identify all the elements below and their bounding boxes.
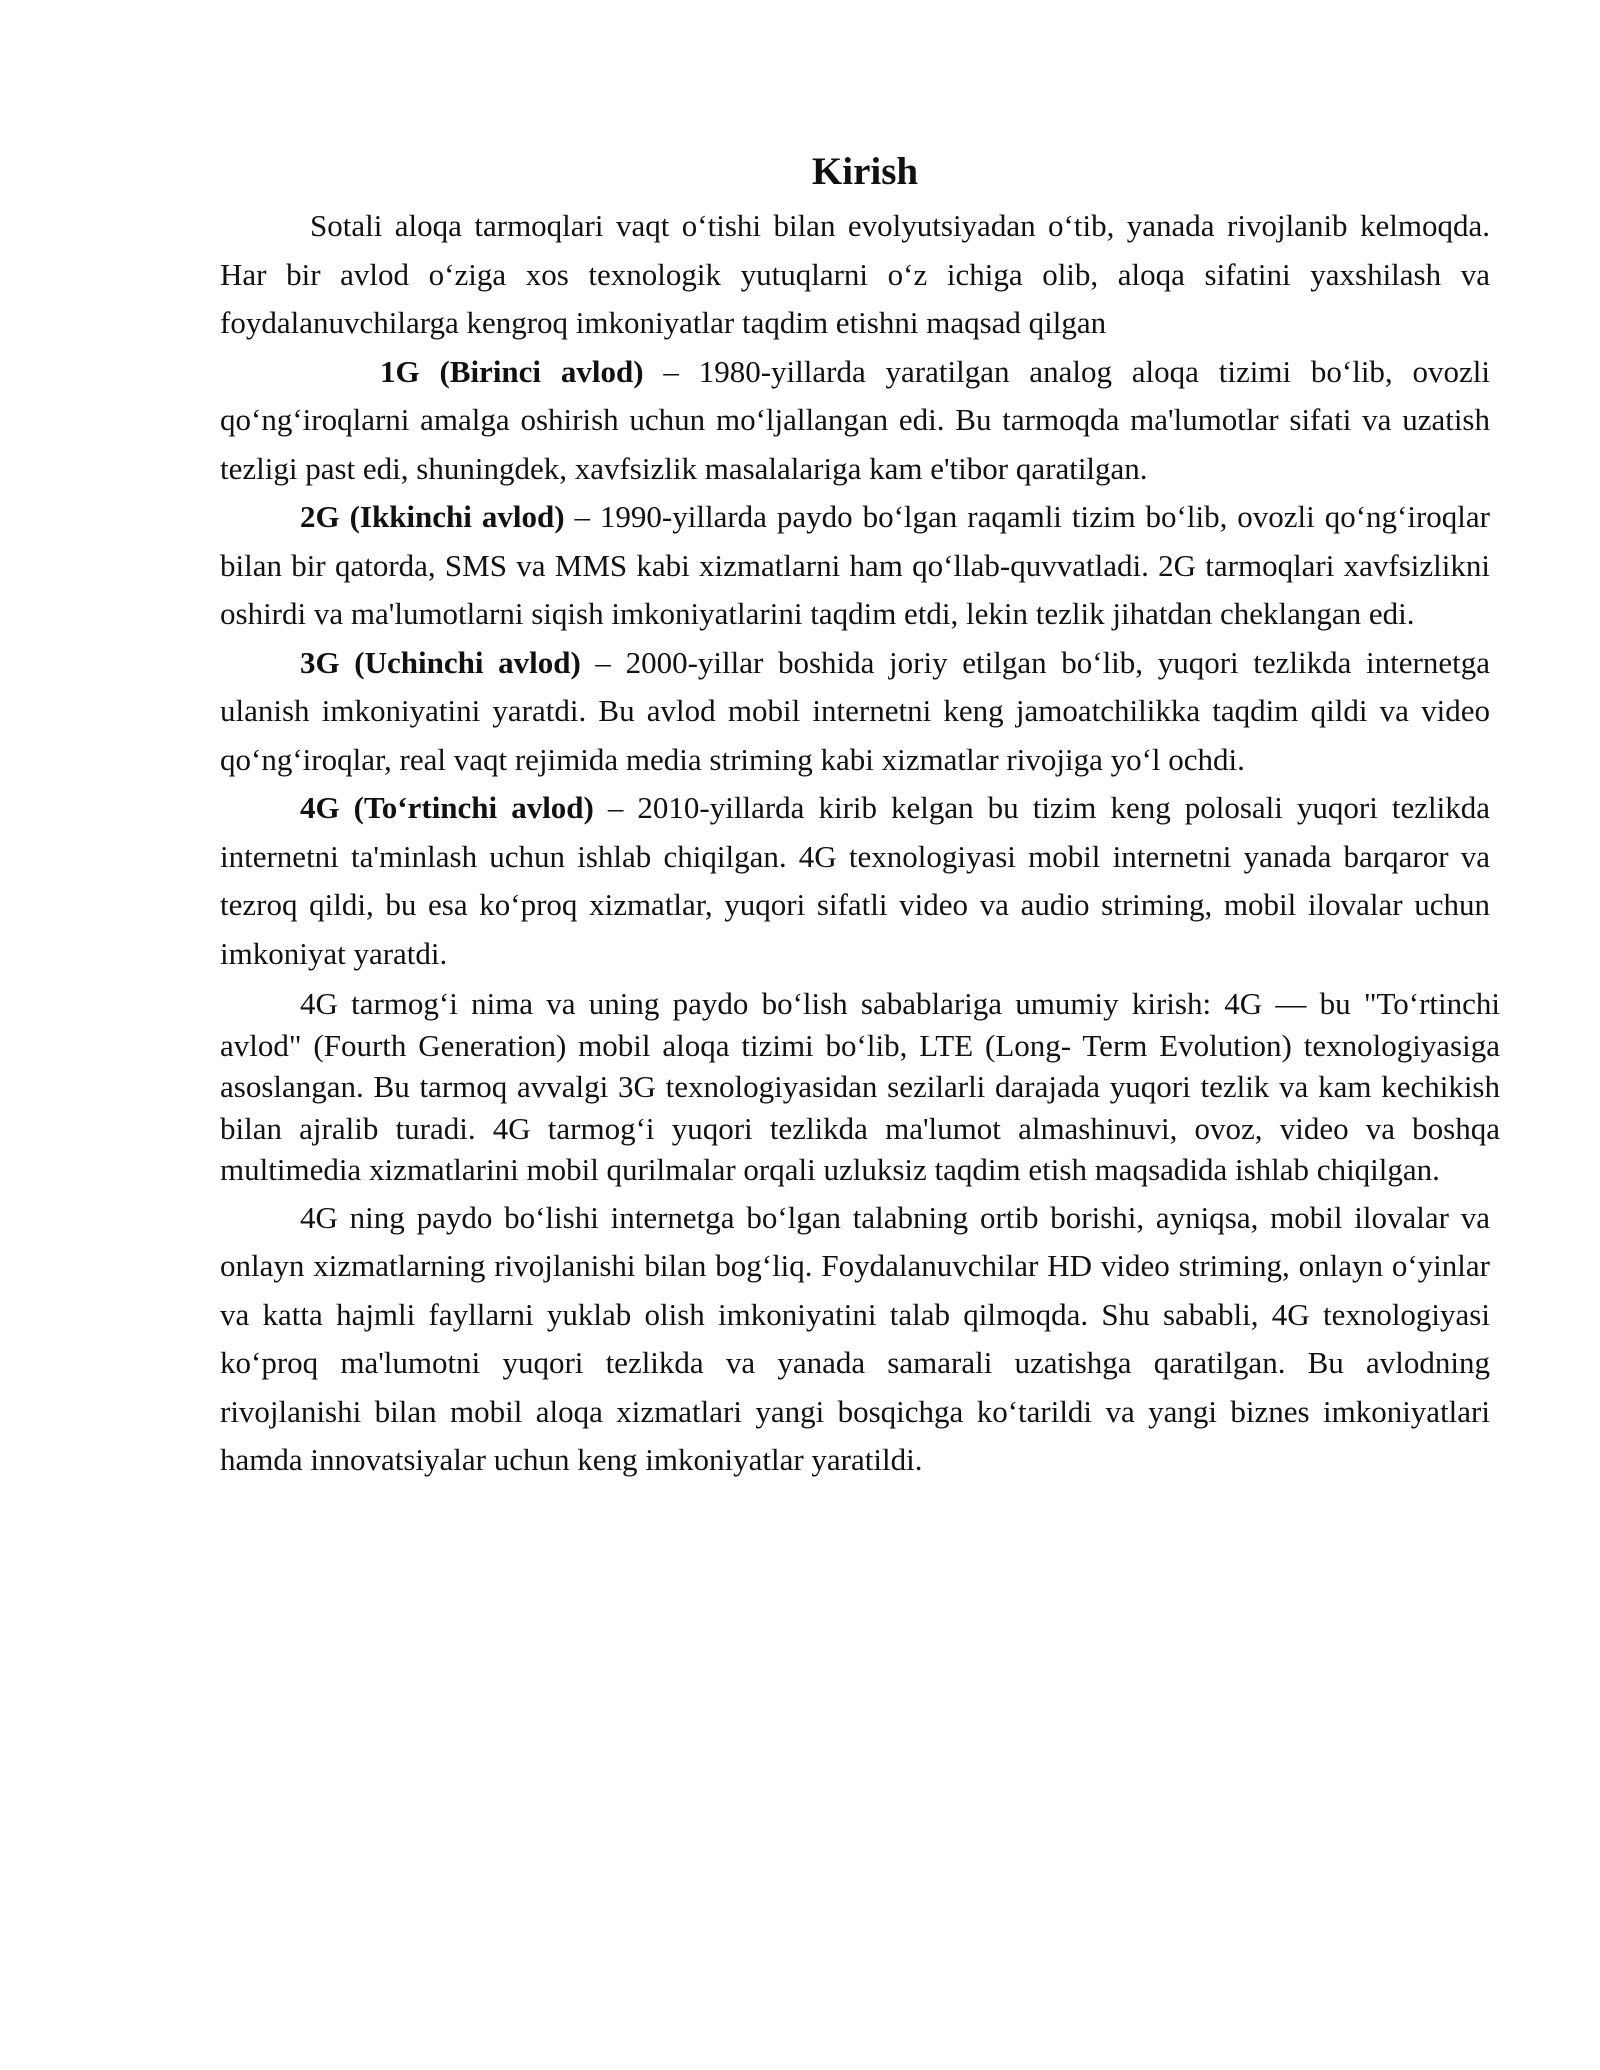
document-page [220,148,1500,1485]
gen1-term: 1G (Birinci avlod) [380,353,644,389]
gen2-text: – 1990-yillarda paydo bo‘lgan raqamli tizim bo‘lib, ovozli qo‘ng‘iroqlar bilan bir qatorda, SMS va MMS kabi xizmatlarni ham qo‘llab-quvvatladi. 2G tarmoqlari xavfsizlikni oshirdi va ma'lumotlarni siqish imkoniyatlarini taqdim etdi, lekin tezlik jihatdan cheklangan edi. [220,499,1490,631]
gen4-paragraph [220,784,1490,978]
gen1-text: – 1980-yillarda yaratilgan analog aloqa tizimi bo‘lib, ovozli qo‘ng‘iroqlarni amalga oshirish uchun mo‘ljallangan edi. Bu tarmoqda ma'lumotlar sifati va uzatish tezligi past edi, shuningdek, xavfsizlik masalalariga kam e'tibor qaratilgan. [220,353,1490,486]
4g-intro-paragraph: 4G tarmog‘i nima va uning paydo bo‘lish sabablariga umumiy kirish: 4G — bu "To‘rtinchi avlod" (Fourth Generation) mobil aloqa tizimi bo‘lib, LTE (Long- Term Evolution) texnologiyasiga asoslangan. Bu tarmoq avvalgi 3G texnologiyasidan sezilarli darajada yuqori tezlik va kam kechikish bilan ajralib turadi. 4G tarmog‘i yuqori tezlikda ma'lumot almashinuvi, ovoz, video va boshqa multimedia xizmatlarini mobil qurilmalar orqali uzluksiz taqdim etish maqsadida ishlab chiqilgan. [220,986,1500,1187]
intro-paragraph: Sotali aloqa tarmoqlari vaqt o‘tishi bilan evolyutsiyadan o‘tib, yanada rivojlanib kelmoqda. Har bir avlod o‘ziga xos texnologik yutuqlarni o‘z ichiga olib, aloqa sifatini yaxshilash va foydalanuvchilarga kengroq imkoniyatlar taqdim etishni maqsad qilgan [220,208,1490,340]
gen3-text: – 2000-yillar boshida joriy etilgan bo‘lib, yuqori tezlikda internetga ulanish imkoniyatini yaratdi. Bu avlod mobil internetni keng jamoatchilikka taqdim qildi va video qo‘ng‘iroqlar, real vaqt rejimida media striming kabi xizmatlar rivojiga yo‘l ochdi. [220,644,1490,777]
4g-reasons-paragraph: 4G ning paydo bo‘lishi internetga bo‘lgan talabning ortib borishi, ayniqsa, mobil ilovalar va onlayn xizmatlarning rivojlanishi bilan bog‘liq. Foydalanuvchilar HD video striming, onlayn o‘yinlar va katta hajmli fayllarni yuklab olish imkoniyatini talab qilmoqda. Shu sababli, 4G texnologiyasi ko‘proq ma'lumotni yuqori tezlikda va yanada samarali uzatishga qaratilgan. Bu avlodning rivojlanishi bilan mobil aloqa xizmatlari yangi bosqichga ko‘tarildi va yangi biznes imkoniyatlari hamda innovatsiyalar uchun keng imkoniyatlar yaratildi. [220,1199,1490,1477]
gen3-term: 3G (Uchinchi avlod) [300,644,581,680]
page-title: Kirish [811,150,919,193]
gen4-text: – 2010-yillarda kirib kelgan bu tizim keng polosali yuqori tezlikda internetni ta'minlash uchun ishlab chiqilgan. 4G texnologiyasi mobil internetni yanada barqaror va tezroq qildi, bu esa ko‘proq xizmatlar, yuqori sifatli video va audio striming, mobil ilovalar uchun imkoniyat yaratdi. [220,790,1490,971]
gen2-term: 2G (Ikkinchi avlod) [300,499,565,534]
gen2-paragraph [220,493,1490,639]
gen1-paragraph [220,348,1490,494]
gen3-paragraph [220,639,1490,785]
gen4-term: 4G (To‘rtinchi avlod) [300,790,594,825]
